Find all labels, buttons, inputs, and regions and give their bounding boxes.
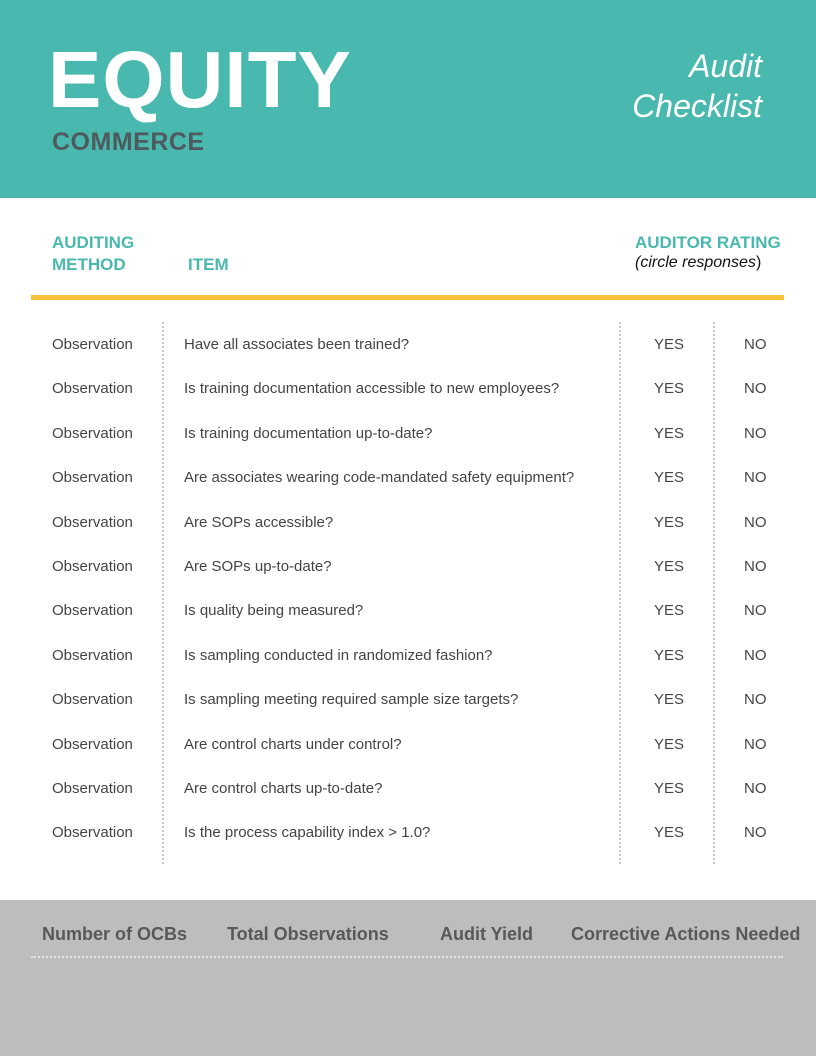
table-row — [0, 333, 816, 357]
audit-method-cell: Observation — [52, 736, 133, 753]
header-banner — [0, 0, 816, 198]
table-row — [0, 377, 816, 401]
audit-method-cell: Observation — [52, 380, 133, 397]
audit-method-cell: Observation — [52, 558, 133, 575]
rating-note-close: ) — [755, 254, 762, 271]
table-row — [0, 777, 816, 801]
rating-no-option[interactable]: NO — [744, 780, 767, 797]
rating-no-option[interactable]: NO — [744, 425, 767, 442]
audit-item-cell: Are control charts up-to-date? — [184, 780, 383, 797]
table-row — [0, 599, 816, 623]
rating-yes-option[interactable]: YES — [654, 824, 685, 841]
rating-no-option[interactable]: NO — [744, 647, 767, 664]
audit-method-cell: Observation — [52, 469, 133, 486]
footer-label-audit-yield: Audit Yield — [440, 924, 534, 944]
audit-item-cell: Have all associates been trained? — [184, 336, 410, 353]
footer-divider — [31, 956, 783, 958]
rating-note — [635, 254, 761, 272]
footer-label-total-observations: Total Observations — [227, 924, 389, 944]
rating-yes-option[interactable]: YES — [654, 647, 685, 664]
table-row — [0, 688, 816, 712]
rating-no-option[interactable]: NO — [744, 558, 767, 575]
footer-label-corrective-actions: Corrective Actions Needed — [571, 924, 801, 944]
document-title — [542, 46, 762, 126]
brand-subtitle: COMMERCE — [52, 128, 205, 156]
column-header-method-line1: AUDITING — [52, 233, 135, 252]
header-divider — [31, 295, 784, 300]
rating-yes-option[interactable]: YES — [654, 425, 685, 442]
column-header-method — [52, 232, 134, 276]
document-title-line2: Checklist — [632, 88, 762, 124]
rating-yes-option[interactable]: YES — [654, 336, 685, 353]
rating-yes-option[interactable]: YES — [654, 514, 685, 531]
rating-yes-option[interactable]: YES — [654, 469, 685, 486]
audit-item-cell: Are SOPs accessible? — [184, 514, 334, 531]
audit-item-cell: Are associates wearing code-mandated safety equipment? — [184, 469, 575, 486]
column-header-method-line2: METHOD — [52, 255, 126, 274]
audit-item-cell: Is sampling meeting required sample size targets? — [184, 691, 519, 708]
table-row — [0, 466, 816, 490]
rating-no-option[interactable]: NO — [744, 380, 767, 397]
audit-item-cell: Is training documentation up-to-date? — [184, 425, 433, 442]
table-row — [0, 511, 816, 535]
table-row — [0, 821, 816, 845]
rating-note-text: circle responses — [640, 254, 756, 271]
audit-method-cell: Observation — [52, 824, 133, 841]
audit-item-cell: Is training documentation accessible to new employees? — [184, 380, 560, 397]
rating-yes-option[interactable]: YES — [654, 380, 685, 397]
rating-note-open: ( — [635, 254, 641, 271]
audit-method-cell: Observation — [52, 691, 133, 708]
audit-method-cell: Observation — [52, 602, 133, 619]
table-row — [0, 422, 816, 446]
document-title-line1: Audit — [689, 48, 762, 84]
table-row — [0, 733, 816, 757]
audit-method-cell: Observation — [52, 514, 133, 531]
rating-yes-option[interactable]: YES — [654, 736, 685, 753]
summary-footer — [0, 900, 816, 1056]
footer-label-ocbs: Number of OCBs — [42, 924, 188, 944]
rating-no-option[interactable]: NO — [744, 336, 767, 353]
table-row — [0, 555, 816, 579]
audit-method-cell: Observation — [52, 425, 133, 442]
audit-item-cell: Is the process capability index > 1.0? — [184, 824, 431, 841]
rating-no-option[interactable]: NO — [744, 514, 767, 531]
table-row — [0, 644, 816, 668]
brand-title: EQUITY — [48, 35, 352, 124]
column-header-item: ITEM — [188, 255, 229, 274]
rating-yes-option[interactable]: YES — [654, 691, 685, 708]
audit-item-cell: Is sampling conducted in randomized fashion? — [184, 647, 493, 664]
audit-item-cell: Is quality being measured? — [184, 602, 364, 619]
rating-no-option[interactable]: NO — [744, 691, 767, 708]
rating-no-option[interactable]: NO — [744, 736, 767, 753]
rating-yes-option[interactable]: YES — [654, 602, 685, 619]
rating-no-option[interactable]: NO — [744, 824, 767, 841]
rating-no-option[interactable]: NO — [744, 469, 767, 486]
audit-item-cell: Are control charts under control? — [184, 736, 402, 753]
rating-no-option[interactable]: NO — [744, 602, 767, 619]
audit-item-cell: Are SOPs up-to-date? — [184, 558, 332, 575]
audit-method-cell: Observation — [52, 336, 133, 353]
audit-method-cell: Observation — [52, 647, 133, 664]
column-header-rating: AUDITOR RATING — [635, 233, 781, 252]
rating-yes-option[interactable]: YES — [654, 780, 685, 797]
rating-yes-option[interactable]: YES — [654, 558, 685, 575]
audit-method-cell: Observation — [52, 780, 133, 797]
